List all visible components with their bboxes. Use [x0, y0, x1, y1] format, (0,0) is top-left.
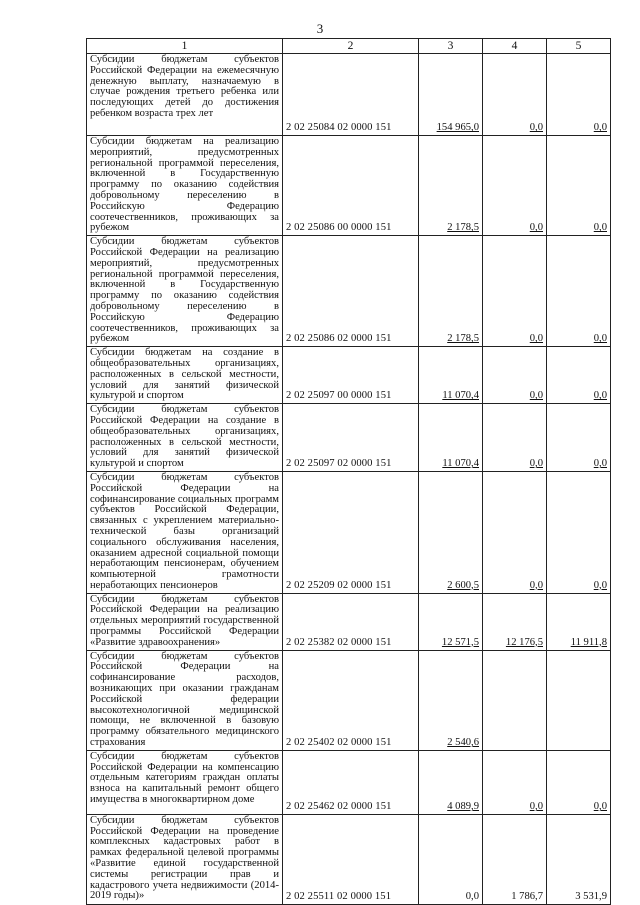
table-row [87, 471, 611, 593]
table-row [87, 404, 611, 472]
row-value-col3: 0,0 [419, 814, 483, 904]
table-row [87, 236, 611, 347]
table-row [87, 136, 611, 236]
row-value-col5: 0,0 [547, 236, 611, 347]
row-description: Субсидии бюджетам субъектов Российской Федерации на проведение комплексных кадастровых работ в рамках федеральной целевой программы «Развитие единой государственной системы регистрации прав и кадастрового учета недвижимости (2014-2019 годы)» [87, 814, 283, 904]
row-value-col5: 0,0 [547, 471, 611, 593]
row-description: Субсидии бюджетам субъектов Российской Федерации на реализацию отдельных мероприятий государственной программы Российской Федерации «Развитие здравоохранения» [87, 593, 283, 650]
row-value-col5: 0,0 [547, 347, 611, 404]
table-row [87, 54, 611, 136]
table-row [87, 650, 611, 750]
row-value-col3: 2 178,5 [419, 136, 483, 236]
row-description: Субсидии бюджетам субъектов Российской Федерации на компенсацию отдельным категориям граждан оплаты взноса на капитальный ремонт общего имущества в многоквартирном доме [87, 750, 283, 814]
row-value-col4: 0,0 [483, 136, 547, 236]
row-description: Субсидии бюджетам субъектов Российской Федерации на создание в общеобразовательных организациях, расположенных в сельской местности, условий для занятий физической культурой и спортом [87, 404, 283, 472]
row-budget-code: 2 02 25086 00 0000 151 [283, 136, 419, 236]
row-description: Субсидии бюджетам на реализацию мероприятий, предусмотренных региональной программой переселения, включенной в Государственную программу по оказанию содействия добровольному переселению в Российскую Федерацию соотечественников, проживающих за рубежом [87, 136, 283, 236]
row-value-col5: 0,0 [547, 54, 611, 136]
table-row [87, 750, 611, 814]
page-number: 3 [316, 21, 324, 36]
row-value-col4: 0,0 [483, 347, 547, 404]
row-budget-code: 2 02 25084 02 0000 151 [283, 54, 419, 136]
column-header-1: 1 [87, 39, 283, 54]
row-value-col5: 0,0 [547, 750, 611, 814]
row-value-col3: 2 178,5 [419, 236, 483, 347]
row-value-col4: 0,0 [483, 750, 547, 814]
row-value-col3: 2 600,5 [419, 471, 483, 593]
column-header-4: 4 [483, 39, 547, 54]
table-row [87, 814, 611, 904]
row-value-col4: 1 786,7 [483, 814, 547, 904]
row-budget-code: 2 02 25462 02 0000 151 [283, 750, 419, 814]
row-value-col5: 11 911,8 [547, 593, 611, 650]
row-value-col5: 0,0 [547, 404, 611, 472]
row-description: Субсидии бюджетам субъектов Российской Федерации на реализацию мероприятий, предусмотренных региональной программой переселения, включенной в Государственную программу по оказанию содействия добровольному переселению в Российскую Федерацию соотечественников, проживающих за рубежом [87, 236, 283, 347]
row-value-col5: 0,0 [547, 136, 611, 236]
row-value-col5 [547, 650, 611, 750]
budget-table [86, 38, 611, 905]
row-value-col4 [483, 650, 547, 750]
row-budget-code: 2 02 25382 02 0000 151 [283, 593, 419, 650]
table-row [87, 593, 611, 650]
row-value-col5: 3 531,9 [547, 814, 611, 904]
row-budget-code: 2 02 25402 02 0000 151 [283, 650, 419, 750]
row-value-col3: 11 070,4 [419, 347, 483, 404]
row-value-col3: 11 070,4 [419, 404, 483, 472]
row-value-col3: 12 571,5 [419, 593, 483, 650]
row-value-col3: 154 965,0 [419, 54, 483, 136]
row-description: Субсидии бюджетам на создание в общеобразовательных организациях, расположенных в сельской местности, условий для занятий физической культурой и спортом [87, 347, 283, 404]
row-budget-code: 2 02 25097 02 0000 151 [283, 404, 419, 472]
row-budget-code: 2 02 25209 02 0000 151 [283, 471, 419, 593]
column-header-3: 3 [419, 39, 483, 54]
table-header-row [87, 39, 611, 54]
row-description: Субсидии бюджетам субъектов Российской Федерации на софинансирование социальных программ субъектов Российской Федерации, связанных с укреплением материально-технической базы организаций социального обслуживания населения, оказанием адресной социальной помощи неработающим пенсионерам, обучением компьютерной грамотности неработающих пенсионеров [87, 471, 283, 593]
row-value-col4: 0,0 [483, 471, 547, 593]
row-value-col4: 0,0 [483, 54, 547, 136]
row-budget-code: 2 02 25086 02 0000 151 [283, 236, 419, 347]
table-row [87, 347, 611, 404]
row-value-col4: 0,0 [483, 236, 547, 347]
column-header-5: 5 [547, 39, 611, 54]
row-budget-code: 2 02 25511 02 0000 151 [283, 814, 419, 904]
row-budget-code: 2 02 25097 00 0000 151 [283, 347, 419, 404]
row-value-col4: 0,0 [483, 404, 547, 472]
row-description: Субсидии бюджетам субъектов Российской Федерации на ежемесячную денежную выплату, назначаемую в случае рождения третьего ребенка или последующих детей до достижения ребенком возраста трех лет [87, 54, 283, 136]
row-value-col3: 4 089,9 [419, 750, 483, 814]
row-description: Субсидии бюджетам субъектов Российской Федерации на софинансирование расходов, возникающих при оказании гражданам Российской федерации высокотехнологичной медицинской помощи, не включенной в базовую программу обязательного медицинского страхования [87, 650, 283, 750]
column-header-2: 2 [283, 39, 419, 54]
row-value-col3: 2 540,6 [419, 650, 483, 750]
row-value-col4: 12 176,5 [483, 593, 547, 650]
